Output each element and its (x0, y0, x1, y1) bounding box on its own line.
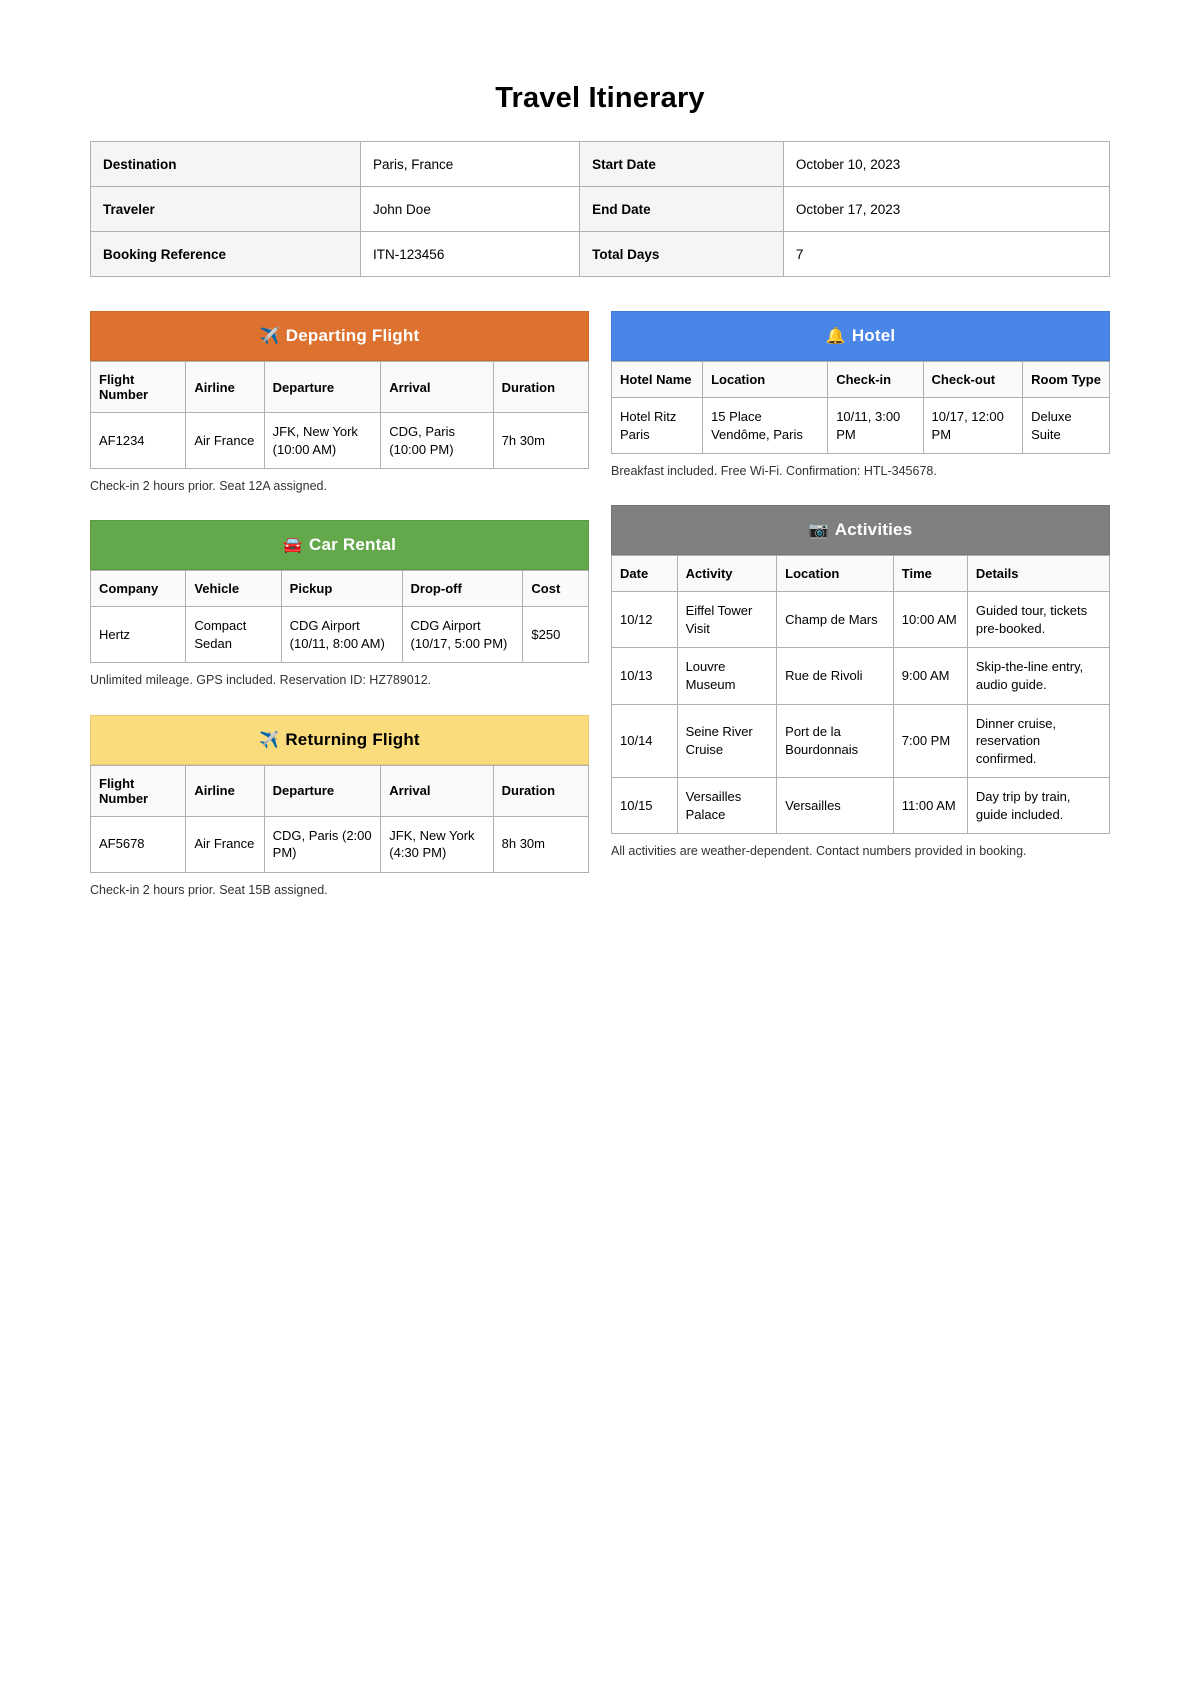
cell-arrival: CDG, Paris (10:00 PM) (381, 413, 493, 469)
summary-label-start-date: Start Date (580, 142, 784, 187)
col-flight-number: Flight Number (91, 362, 186, 413)
table-row (91, 413, 589, 469)
cell-time: 11:00 AM (893, 778, 967, 834)
activities-title: Activities (834, 520, 913, 540)
col-vehicle: Vehicle (186, 571, 281, 607)
cell-date: 10/15 (612, 778, 678, 834)
returning-flight-table (90, 765, 589, 873)
col-departure: Departure (264, 362, 381, 413)
summary-label-traveler: Traveler (91, 187, 361, 232)
col-company: Company (91, 571, 186, 607)
cell-details: Skip-the-line entry, audio guide. (967, 648, 1109, 704)
summary-value-total-days: 7 (783, 232, 1109, 277)
col-hotel-name: Hotel Name (612, 362, 703, 398)
table-header-row (91, 571, 589, 607)
car-rental-note: Unlimited mileage. GPS included. Reservation ID: HZ789012. (90, 673, 432, 688)
cell-date: 10/14 (612, 704, 678, 778)
table-row (91, 232, 1110, 277)
cell-hotel-name: Hotel Ritz Paris (612, 398, 703, 454)
cell-arrival: JFK, New York (4:30 PM) (381, 816, 493, 872)
car-icon: 🚘 (282, 537, 304, 555)
table-header-row (91, 765, 589, 816)
cell-time: 9:00 AM (893, 648, 967, 704)
right-column (611, 311, 1110, 886)
col-cost: Cost (523, 571, 589, 607)
col-flight-number: Flight Number (91, 765, 186, 816)
col-details: Details (967, 556, 1109, 592)
summary-value-traveler: John Doe (361, 187, 580, 232)
cell-flight-number: AF1234 (91, 413, 186, 469)
cell-activity: Seine River Cruise (677, 704, 777, 778)
summary-label-booking-reference: Booking Reference (91, 232, 361, 277)
table-row (612, 778, 1110, 834)
col-check-in: Check-in (828, 362, 923, 398)
summary-value-booking-reference: ITN-123456 (361, 232, 580, 277)
hotel-table (611, 361, 1110, 454)
col-airline: Airline (186, 765, 264, 816)
summary-table (90, 141, 1110, 277)
col-location: Location (703, 362, 828, 398)
section-car-rental (90, 520, 589, 688)
table-header-row (91, 362, 589, 413)
content-columns (90, 311, 1110, 924)
col-time: Time (893, 556, 967, 592)
table-row (612, 648, 1110, 704)
col-arrival: Arrival (381, 362, 493, 413)
table-row (91, 816, 589, 872)
table-row (91, 187, 1110, 232)
cell-activity: Louvre Museum (677, 648, 777, 704)
cell-company: Hertz (91, 607, 186, 663)
activities-header (611, 505, 1110, 555)
cell-location: Port de la Bourdonnais (777, 704, 894, 778)
cell-duration: 8h 30m (493, 816, 588, 872)
table-row (91, 607, 589, 663)
col-check-out: Check-out (923, 362, 1023, 398)
cell-location: Champ de Mars (777, 592, 894, 648)
cell-time: 10:00 AM (893, 592, 967, 648)
col-location: Location (777, 556, 894, 592)
car-rental-header (90, 520, 589, 570)
cell-check-out: 10/17, 12:00 PM (923, 398, 1023, 454)
airplane-arrival-icon: ✈️ (259, 731, 280, 749)
cell-dropoff: CDG Airport (10/17, 5:00 PM) (402, 607, 523, 663)
departing-flight-note: Check-in 2 hours prior. Seat 12A assigned. (90, 479, 327, 494)
section-activities (611, 505, 1110, 859)
table-row (612, 592, 1110, 648)
cell-airline: Air France (186, 816, 264, 872)
bell-icon: 🔔 (825, 328, 846, 345)
col-airline: Airline (186, 362, 264, 413)
left-column (90, 311, 589, 924)
table-header-row (612, 362, 1110, 398)
activities-table (611, 555, 1110, 834)
summary-value-end-date: October 17, 2023 (783, 187, 1109, 232)
col-pickup: Pickup (281, 571, 402, 607)
cell-vehicle: Compact Sedan (186, 607, 281, 663)
departing-flight-title: Departing Flight (285, 326, 420, 345)
cell-activity: Eiffel Tower Visit (677, 592, 777, 648)
cell-details: Dinner cruise, reservation confirmed. (967, 704, 1109, 778)
departing-flight-header (90, 311, 589, 361)
camera-icon: 📷 (808, 522, 829, 540)
col-departure: Departure (264, 765, 381, 816)
airplane-departure-icon: ✈️ (259, 328, 280, 345)
cell-location: Versailles (777, 778, 894, 834)
hotel-header (611, 311, 1110, 361)
section-departing-flight (90, 311, 589, 494)
cell-check-in: 10/11, 3:00 PM (828, 398, 923, 454)
returning-flight-header (90, 715, 589, 765)
activities-note: All activities are weather-dependent. Contact numbers provided in booking. (611, 844, 1027, 859)
cell-details: Guided tour, tickets pre-booked. (967, 592, 1109, 648)
cell-date: 10/12 (612, 592, 678, 648)
cell-cost: $250 (523, 607, 589, 663)
cell-location: Rue de Rivoli (777, 648, 894, 704)
hotel-title: Hotel (851, 326, 896, 345)
cell-departure: CDG, Paris (2:00 PM) (264, 816, 381, 872)
col-activity: Activity (677, 556, 777, 592)
col-duration: Duration (493, 765, 588, 816)
summary-label-end-date: End Date (580, 187, 784, 232)
cell-details: Day trip by train, guide included. (967, 778, 1109, 834)
table-row (612, 398, 1110, 454)
departing-flight-table (90, 361, 589, 469)
table-header-row (612, 556, 1110, 592)
col-arrival: Arrival (381, 765, 493, 816)
cell-duration: 7h 30m (493, 413, 588, 469)
cell-flight-number: AF5678 (91, 816, 186, 872)
car-rental-table (90, 570, 589, 663)
section-hotel (611, 311, 1110, 479)
car-rental-title: Car Rental (309, 535, 397, 555)
returning-flight-title: Returning Flight (285, 729, 420, 749)
col-room-type: Room Type (1023, 362, 1110, 398)
cell-activity: Versailles Palace (677, 778, 777, 834)
cell-room-type: Deluxe Suite (1023, 398, 1110, 454)
cell-date: 10/13 (612, 648, 678, 704)
cell-airline: Air France (186, 413, 264, 469)
cell-time: 7:00 PM (893, 704, 967, 778)
summary-label-total-days: Total Days (580, 232, 784, 277)
col-dropoff: Drop-off (402, 571, 523, 607)
summary-value-start-date: October 10, 2023 (783, 142, 1109, 187)
summary-value-destination: Paris, France (361, 142, 580, 187)
table-row (91, 142, 1110, 187)
table-row (612, 704, 1110, 778)
section-returning-flight (90, 715, 589, 898)
cell-departure: JFK, New York (10:00 AM) (264, 413, 381, 469)
cell-location: 15 Place Vendôme, Paris (703, 398, 828, 454)
page-title: Travel Itinerary (495, 82, 705, 114)
col-duration: Duration (493, 362, 588, 413)
summary-label-destination: Destination (91, 142, 361, 187)
col-date: Date (612, 556, 678, 592)
cell-pickup: CDG Airport (10/11, 8:00 AM) (281, 607, 402, 663)
returning-flight-note: Check-in 2 hours prior. Seat 15B assigned. (90, 882, 328, 897)
hotel-note: Breakfast included. Free Wi-Fi. Confirmation: HTL-345678. (611, 464, 937, 479)
